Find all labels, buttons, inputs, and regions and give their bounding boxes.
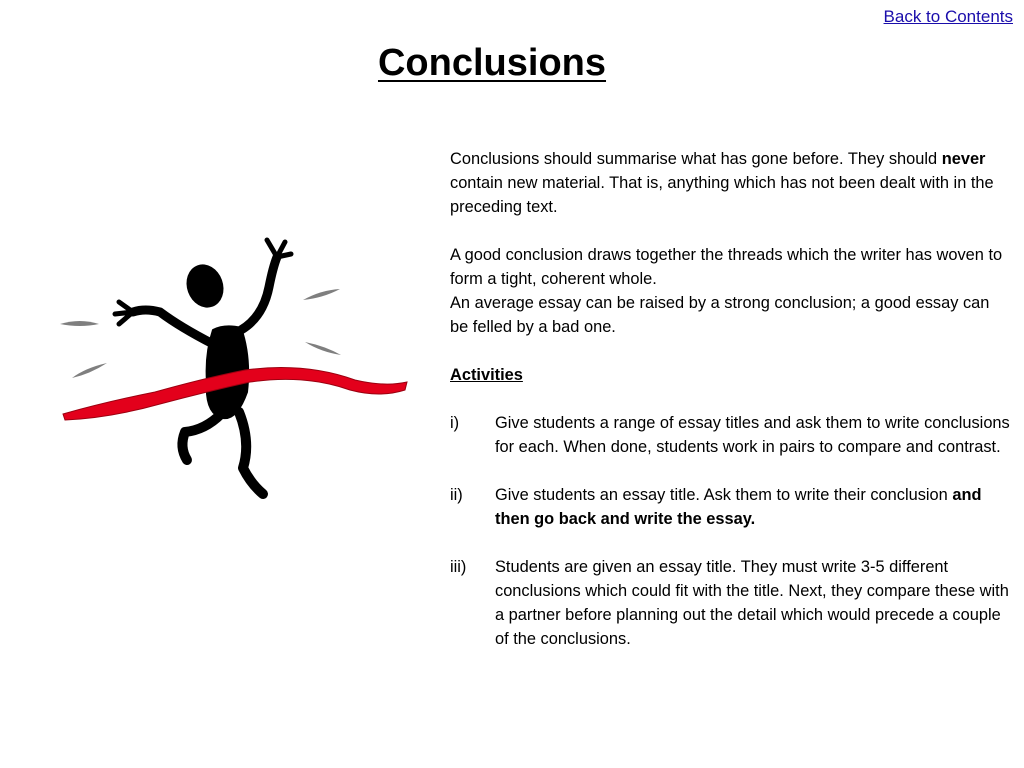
- emphasis-never: never: [941, 150, 986, 168]
- intro-paragraph-3: An average essay can be raised by a strong conclusion; a good essay can be felled by a bad one.: [450, 294, 990, 336]
- activity-number: i): [450, 414, 460, 432]
- activity-text: Students are given an essay title. They must write 3-5 different conclusions which could fit with the title. Next, they compare these with a partner before planning out the detail which would precede a couple of the conclusions.: [495, 558, 1009, 648]
- runner-figure-icon: [115, 240, 291, 494]
- activity-number: ii): [450, 486, 463, 504]
- motion-lines-left-icon: [60, 321, 107, 378]
- intro-paragraph-2: A good conclusion draws together the threads which the writer has woven to form a tight, coherent whole.: [450, 246, 1003, 288]
- activity-number: iii): [450, 558, 467, 576]
- finish-line-runner-icon: [55, 232, 415, 502]
- activity-item-2: [450, 483, 1010, 531]
- activity-text: Give students a range of essay titles and ask them to write conclusions for each. When done, students work in pairs to compare and contrast.: [495, 414, 1010, 456]
- activity-item-1: [450, 411, 1010, 459]
- activity-emphasis: and then go back and write the essay.: [495, 486, 982, 528]
- back-to-contents-link[interactable]: Back to Contents: [883, 7, 1013, 26]
- motion-lines-right-icon: [303, 289, 341, 355]
- page-title: Conclusions: [377, 42, 607, 84]
- activities-heading: Activities: [450, 366, 523, 384]
- body-text: [450, 147, 1010, 651]
- intro-paragraph-1: Conclusions should summarise what has gone before. They should never contain new material. That is, anything which has not been dealt with in the preceding text.: [450, 150, 994, 216]
- activity-item-3: [450, 555, 1010, 651]
- activity-text: Give students an essay title. Ask them to write their conclusion and then go back and write the essay.: [495, 486, 982, 528]
